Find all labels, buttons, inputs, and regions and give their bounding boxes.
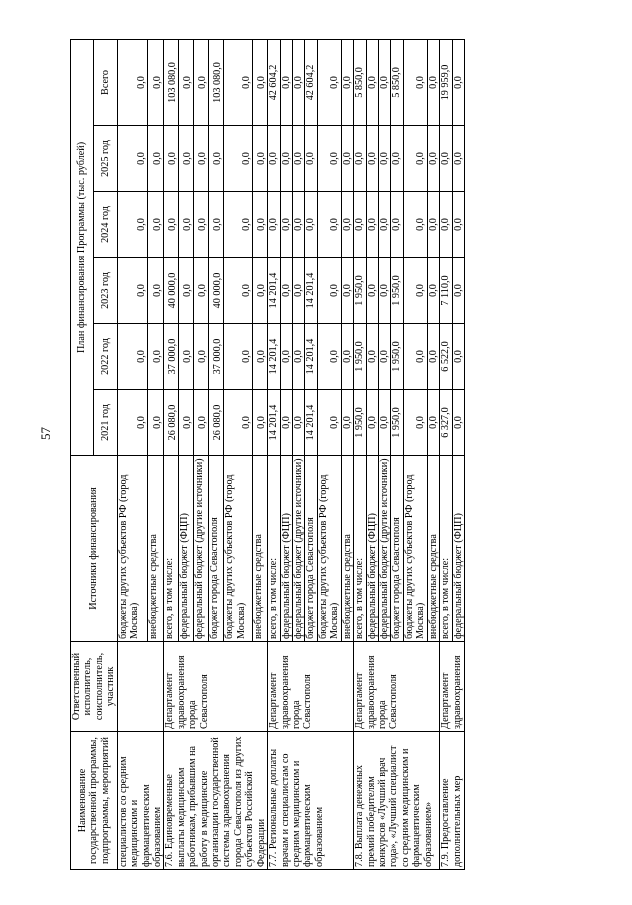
year-value: 0,0 [268, 126, 280, 192]
total-value: 0,0 [403, 39, 427, 125]
year-value: 0,0 [403, 126, 427, 192]
year-value: 0,0 [366, 390, 378, 456]
funding-source: федеральный бюджет (другие источники) [293, 456, 305, 642]
year-value: 0,0 [194, 390, 209, 456]
year-value: 0,0 [280, 192, 292, 258]
total-value: 0,0 [179, 39, 194, 125]
year-value: 0,0 [164, 126, 179, 192]
year-value: 0,0 [305, 126, 317, 192]
funding-source: бюджет города Севастополя [305, 456, 317, 642]
year-value: 0,0 [179, 192, 194, 258]
total-value: 103 080,0 [164, 39, 179, 125]
total-value: 0,0 [293, 39, 305, 125]
year-value: 0,0 [378, 192, 390, 258]
year-value: 1 950,0 [391, 324, 403, 390]
total-value: 0,0 [194, 39, 209, 125]
total-value: 0,0 [224, 39, 253, 125]
year-value: 0,0 [378, 324, 390, 390]
year-value: 0,0 [366, 192, 378, 258]
year-value: 37 000,0 [164, 324, 179, 390]
year-value: 0,0 [293, 324, 305, 390]
year-value: 0,0 [354, 126, 366, 192]
table-body [117, 39, 464, 869]
year-value: 0,0 [440, 192, 452, 258]
year-value: 0,0 [194, 324, 209, 390]
year-value: 0,0 [341, 192, 353, 258]
total-value: 0,0 [427, 39, 439, 125]
year-value: 0,0 [317, 126, 341, 192]
funding-source: федеральный бюджет (ФЦП) [366, 456, 378, 642]
header-year-2023: 2023 год [94, 258, 117, 324]
year-value: 0,0 [341, 126, 353, 192]
year-value: 0,0 [179, 324, 194, 390]
funding-source: бюджет города Севастополя [209, 456, 224, 642]
total-value: 0,0 [452, 39, 464, 125]
measure-name: 7.7. Региональные доплаты врачам и специалистам со средним медицинским и фармацевтическим образованием [268, 732, 354, 870]
year-value: 14 201,4 [305, 324, 317, 390]
year-value: 0,0 [117, 192, 148, 258]
total-value: 0,0 [378, 39, 390, 125]
funding-source: федеральный бюджет (другие источники) [194, 456, 209, 642]
year-value: 0,0 [164, 192, 179, 258]
header-funding-source: Источники финансирования [71, 456, 118, 642]
executor [117, 642, 164, 732]
measure-name: 7.9. Предоставление дополнительных мер [440, 732, 465, 870]
year-value: 7 110,0 [440, 258, 452, 324]
header-plan: План финансирования Программы (тыс. рублей) [71, 39, 94, 455]
year-value: 40 000,0 [164, 258, 179, 324]
year-value: 0,0 [194, 192, 209, 258]
total-value: 42 604,2 [268, 39, 280, 125]
year-value: 0,0 [317, 324, 341, 390]
total-value: 42 604,2 [305, 39, 317, 125]
year-value: 14 201,4 [268, 324, 280, 390]
year-value: 0,0 [317, 390, 341, 456]
year-value: 0,0 [452, 192, 464, 258]
year-value: 0,0 [341, 390, 353, 456]
executor: Департамент здравоохранения [440, 642, 465, 732]
total-value: 0,0 [366, 39, 378, 125]
year-value: 0,0 [253, 126, 268, 192]
year-value: 0,0 [280, 258, 292, 324]
year-value: 0,0 [391, 192, 403, 258]
year-value: 0,0 [403, 324, 427, 390]
page-number: 57 [38, 427, 53, 440]
year-value: 0,0 [148, 192, 164, 258]
year-value: 0,0 [148, 258, 164, 324]
executor: Департамент здравоохранения города Севастополя [164, 642, 268, 732]
year-value: 26 080,0 [209, 390, 224, 456]
year-value: 40 000,0 [209, 258, 224, 324]
executor: Департамент здравоохранения города Севастополя [354, 642, 440, 732]
year-value: 0,0 [403, 192, 427, 258]
funding-source: федеральный бюджет (ФЦП) [452, 456, 464, 642]
year-value: 0,0 [209, 126, 224, 192]
total-value: 5 850,0 [354, 39, 366, 125]
year-value: 0,0 [452, 390, 464, 456]
year-value: 0,0 [293, 390, 305, 456]
year-value: 0,0 [224, 126, 253, 192]
header-executor: Ответственный исполнитель, соисполнитель, участник [71, 642, 118, 732]
year-value: 0,0 [378, 390, 390, 456]
year-value: 0,0 [253, 192, 268, 258]
year-value: 0,0 [209, 192, 224, 258]
year-value: 14 201,4 [305, 390, 317, 456]
executor: Департамент здравоохранения города Севастополя [268, 642, 354, 732]
funding-source: бюджеты других субъектов РФ (город Москва) [403, 456, 427, 642]
year-value: 0,0 [148, 390, 164, 456]
header-year-2025: 2025 год [94, 126, 117, 192]
year-value: 0,0 [341, 258, 353, 324]
funding-source: бюджеты других субъектов РФ (город Москва) [224, 456, 253, 642]
year-value: 0,0 [452, 258, 464, 324]
year-value: 1 950,0 [391, 390, 403, 456]
year-value: 0,0 [366, 324, 378, 390]
year-value: 0,0 [293, 192, 305, 258]
year-value: 1 950,0 [354, 258, 366, 324]
year-value: 0,0 [280, 126, 292, 192]
year-value: 0,0 [148, 126, 164, 192]
year-value: 0,0 [253, 258, 268, 324]
total-value: 0,0 [317, 39, 341, 125]
year-value: 0,0 [378, 126, 390, 192]
year-value: 14 201,4 [268, 258, 280, 324]
header-program-name: Наименование государственной программы, подпрограммы, мероприятий [71, 732, 118, 870]
year-value: 0,0 [224, 258, 253, 324]
year-value: 0,0 [268, 192, 280, 258]
header-year-2024: 2024 год [94, 192, 117, 258]
funding-source: внебюджетные средства [148, 456, 164, 642]
year-value: 0,0 [117, 126, 148, 192]
funding-source: бюджеты других субъектов РФ (город Москва) [117, 456, 148, 642]
year-value: 0,0 [280, 324, 292, 390]
financing-table [70, 39, 465, 870]
funding-source: внебюджетные средства [253, 456, 268, 642]
funding-source: внебюджетные средства [341, 456, 353, 642]
funding-source: всего, в том числе: [268, 456, 280, 642]
total-value: 0,0 [253, 39, 268, 125]
year-value: 1 950,0 [354, 390, 366, 456]
year-value: 0,0 [224, 324, 253, 390]
total-value: 19 959,0 [440, 39, 452, 125]
year-value: 0,0 [427, 126, 439, 192]
year-value: 1 950,0 [391, 258, 403, 324]
year-value: 0,0 [427, 192, 439, 258]
year-value: 6 522,0 [440, 324, 452, 390]
year-value: 0,0 [293, 258, 305, 324]
total-value: 0,0 [341, 39, 353, 125]
table-row [117, 39, 148, 869]
year-value: 0,0 [224, 390, 253, 456]
total-value: 0,0 [280, 39, 292, 125]
year-value: 0,0 [366, 126, 378, 192]
year-value: 0,0 [117, 390, 148, 456]
year-value: 0,0 [403, 258, 427, 324]
table-row [164, 39, 179, 869]
measure-name: 7.8. Выплата денежных премий победителям конкурсов «Лучший врач года», «Лучший специалист со средним медицинским и фармацевтическим образованием» [354, 732, 440, 870]
total-value: 0,0 [148, 39, 164, 125]
funding-source: всего, в том числе: [440, 456, 452, 642]
header-year-2021: 2021 год [94, 390, 117, 456]
year-value: 0,0 [194, 258, 209, 324]
year-value: 0,0 [391, 126, 403, 192]
rotated-page [70, 40, 580, 870]
header-total: Всего [94, 39, 117, 125]
year-value: 0,0 [403, 390, 427, 456]
year-value: 0,0 [148, 324, 164, 390]
table-row [440, 39, 452, 869]
funding-source: федеральный бюджет (ФЦП) [179, 456, 194, 642]
year-value: 0,0 [427, 324, 439, 390]
year-value: 0,0 [179, 390, 194, 456]
funding-source: федеральный бюджет (другие источники) [378, 456, 390, 642]
year-value: 0,0 [117, 258, 148, 324]
year-value: 0,0 [452, 126, 464, 192]
table-row [268, 39, 280, 869]
year-value: 0,0 [427, 258, 439, 324]
funding-source: бюджет города Севастополя [391, 456, 403, 642]
year-value: 1 950,0 [354, 324, 366, 390]
funding-source: внебюджетные средства [427, 456, 439, 642]
total-value: 103 080,0 [209, 39, 224, 125]
year-value: 0,0 [179, 126, 194, 192]
year-value: 37 000,0 [209, 324, 224, 390]
year-value: 0,0 [366, 258, 378, 324]
header-year-2022: 2022 год [94, 324, 117, 390]
funding-source: бюджеты других субъектов РФ (город Москва) [317, 456, 341, 642]
funding-source: всего, в том числе: [164, 456, 179, 642]
year-value: 0,0 [317, 192, 341, 258]
total-value: 5 850,0 [391, 39, 403, 125]
funding-source: федеральный бюджет (ФЦП) [280, 456, 292, 642]
year-value: 6 327,0 [440, 390, 452, 456]
funding-source: всего, в том числе: [354, 456, 366, 642]
year-value: 0,0 [317, 258, 341, 324]
year-value: 0,0 [427, 390, 439, 456]
year-value: 0,0 [293, 126, 305, 192]
year-value: 0,0 [253, 390, 268, 456]
year-value: 14 201,4 [305, 258, 317, 324]
year-value: 0,0 [378, 258, 390, 324]
year-value: 14 201,4 [268, 390, 280, 456]
year-value: 0,0 [440, 126, 452, 192]
year-value: 0,0 [452, 324, 464, 390]
year-value: 0,0 [354, 192, 366, 258]
year-value: 0,0 [194, 126, 209, 192]
year-value: 0,0 [253, 324, 268, 390]
year-value: 0,0 [341, 324, 353, 390]
total-value: 0,0 [117, 39, 148, 125]
measure-name: 7.6. Единовременные выплаты медицинским работникам, прибывшим на работу в медицинские организации государственной системы здравоохранения города Севастополя из других субъектов Российской Федерации [164, 732, 268, 870]
year-value: 26 080,0 [164, 390, 179, 456]
year-value: 0,0 [117, 324, 148, 390]
year-value: 0,0 [224, 192, 253, 258]
year-value: 0,0 [280, 390, 292, 456]
year-value: 0,0 [179, 258, 194, 324]
year-value: 0,0 [305, 192, 317, 258]
measure-name: специалистов со средним медицинским и фармацевтическим образованием [117, 732, 164, 870]
table-row [354, 39, 366, 869]
